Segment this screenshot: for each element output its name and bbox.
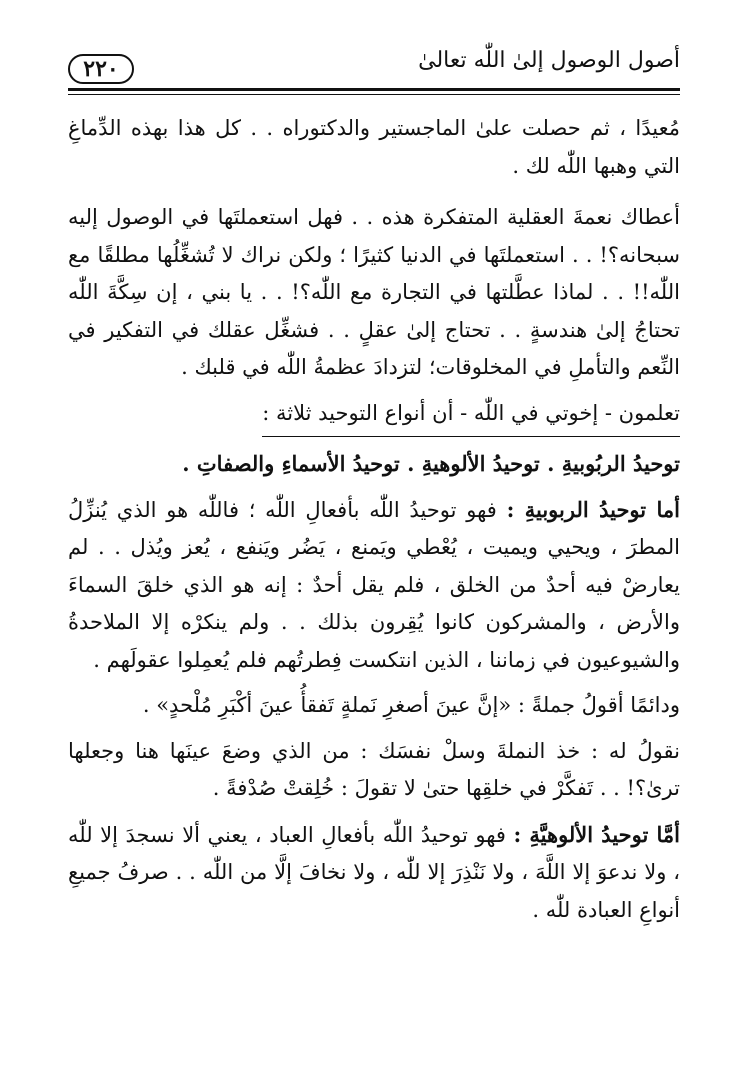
rububiyyah-text: فهو توحيدُ اللّٰه بأفعالِ اللّٰه ؛ فاللّٰه هو الذي يُنزِّلُ المطرَ ، ويحيي ويميت ، يُعْطي ويَمنع ، يَضُر ويَنفع ، يُعز ويُذل . . لم يعارضْ فيه أحدٌ من الخلق ، فلم يقل أحدٌ : إنه هو الذي خلقَ السماءَ والأرض ، والمشركون كانوا يُقِرون بذلك . . ولم ينكرْه إلا الملاحدةُ والشيوعيون في زماننا ، الذين انتكست فِطرتُهم فلم يُعمِلوا عقولَهم . [68, 497, 680, 672]
paragraph-intro: مُعيدًا ، ثم حصلت علىٰ الماجستير والدكتوراه . . كل هذا بهذه الدِّماغِ التي وهبها اللّٰه لك . [68, 116, 680, 178]
rububiyyah-heading: أما توحيدُ الربوبيةِ : [506, 496, 680, 522]
paragraph-rububiyyah [68, 491, 680, 680]
paragraph-ant-reflection: نقولُ له : خذ النملةَ وسلْ نفسَك : من الذي وضعَ عينَها هنا وجعلها ترىٰ؟! . . تَفكَّرْ في خلقِها حتىٰ لا تقولَ : خُلِقتْ صُدْفةً . [68, 738, 680, 800]
header-rule-thick [68, 88, 680, 91]
tawhid-types-list: توحيدُ الربُوبيةِ . توحيدُ الألوهيةِ . توحيدُ الأسماءِ والصفاتِ . [182, 451, 680, 476]
running-title: أصول الوصول إلىٰ اللّٰه تعالىٰ [418, 48, 680, 73]
header-rule-thin [68, 94, 680, 95]
page-header [68, 38, 680, 88]
uluhiyyah-text: فهو توحيدُ اللّٰه بأفعالِ العباد ، يعني ألا نسجدَ إلا للّٰه ، ولا ندعوَ إلا اللَّهَ ، ولا نَنْذِرَ إلا للّٰه ، ولا نخافَ إلَّا من اللّٰه . . صرفُ جميعِ أنواعِ العبادة للّٰه . [68, 822, 681, 922]
paragraph-ant-saying: ودائمًا أقولُ جملةً : «إنَّ عينَ أصغرِ نَملةٍ تَفقأُ عينَ أكْبَرِ مُلْحدٍ» . [142, 693, 680, 717]
uluhiyyah-heading: أمَّا توحيدُ الألوهيَّةِ : [513, 821, 680, 847]
body-text [68, 110, 680, 929]
tawhid-types-intro: تعلمون - إخوتي في اللّٰه - أن أنواع التوحيد ثلاثة : [262, 395, 680, 438]
page-number-badge: ٢٢٠ [68, 54, 134, 84]
tawhid-intro-wrap [68, 395, 680, 438]
paragraph-uluhiyyah [68, 816, 680, 930]
paragraph-intellect: أعطاك نعمةَ العقلية المتفكرة هذه . . فهل استعملتَها في الوصول إليه سبحانه؟! . . استعملتَها في الدنيا كثيرًا ؛ ولكن نراك لا تُشغِّلُها مطلقًا مع اللّٰه!! . . لماذا عطَّلتها في التجارة مع اللّٰه؟! . . يا بني ، إن سِكَّةَ اللّٰه تحتاجُ إلىٰ هندسةٍ . . تحتاج إلىٰ عقلٍ . . فشغِّل عقلك في التفكير في النِّعم والتأملِ في المخلوقات؛ لتزدادَ عظمةُ اللّٰه في قلبك . [68, 205, 680, 379]
